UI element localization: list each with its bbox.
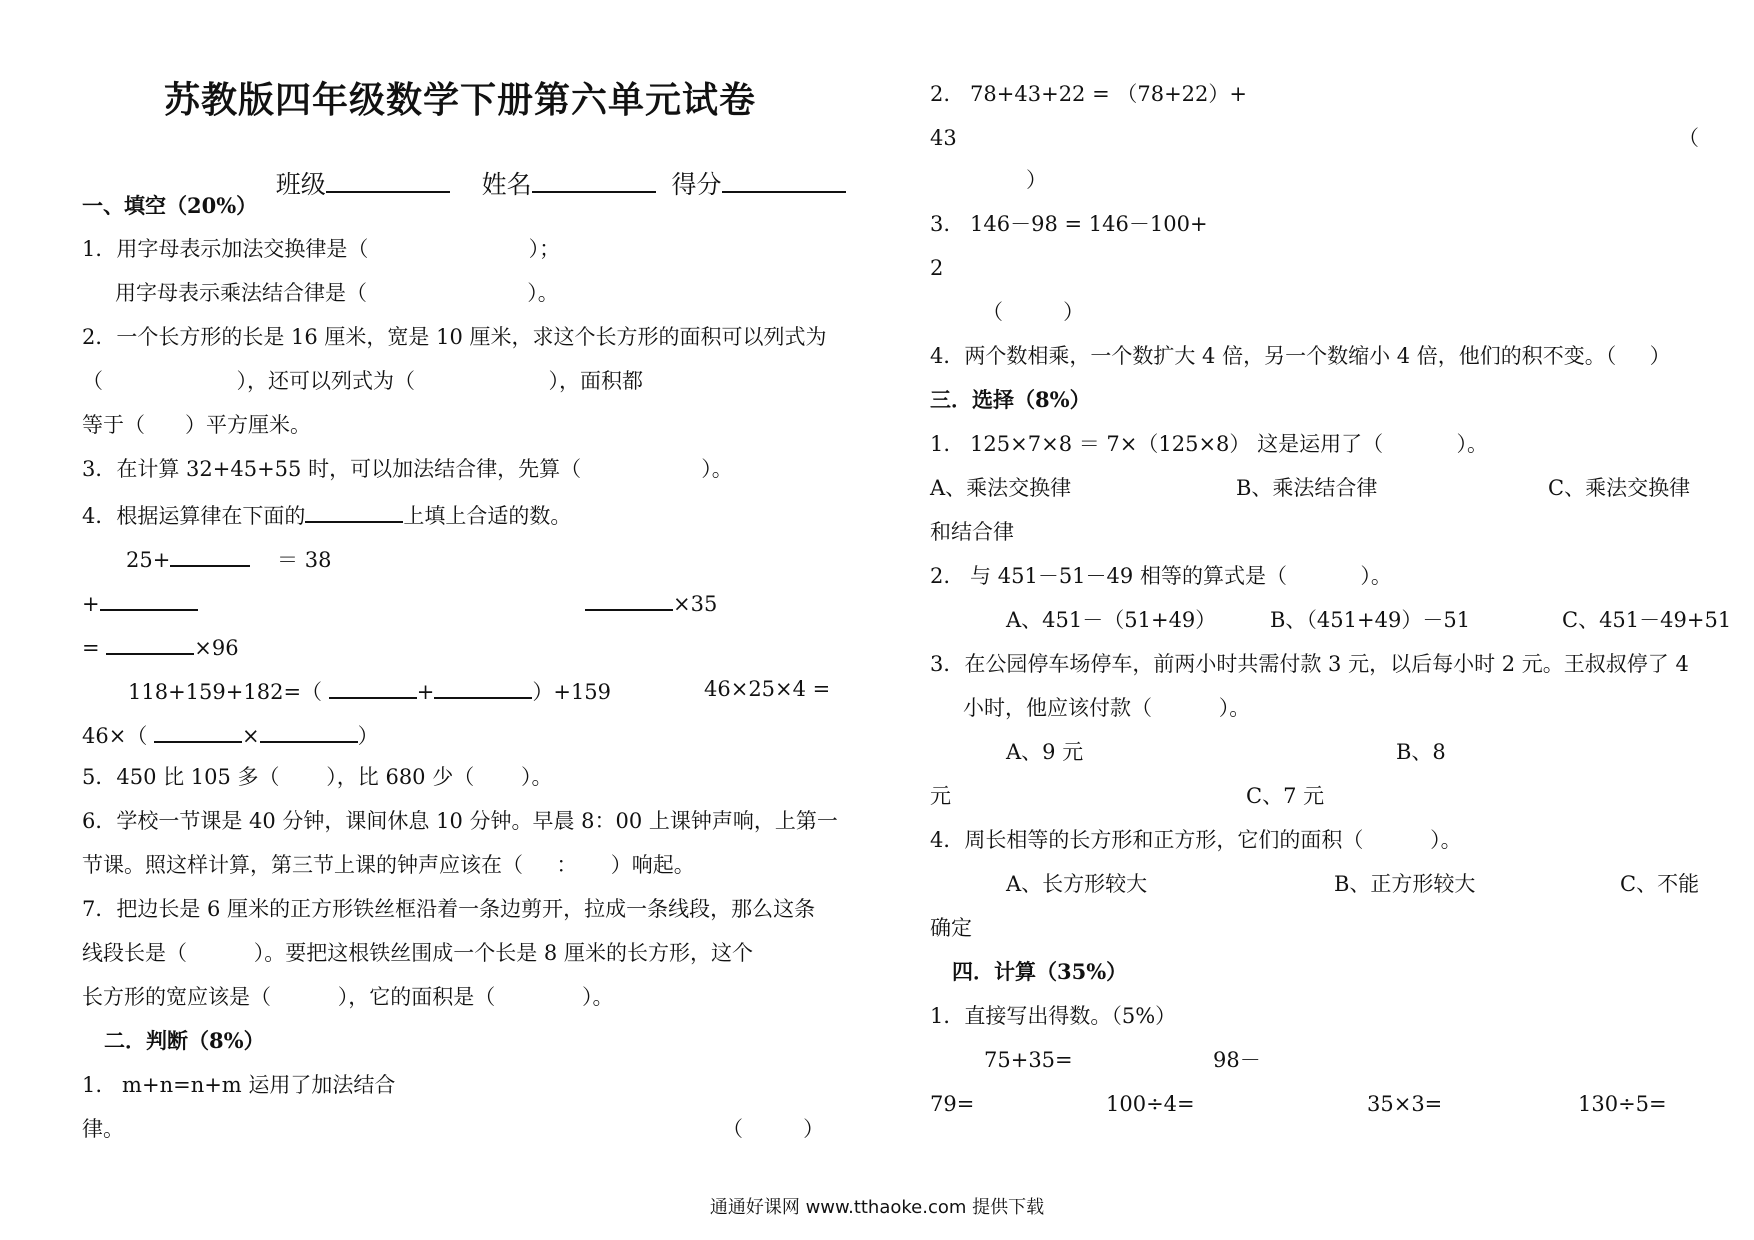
q4-prefix: 4．根据运算律在下面的 [82,504,306,528]
q1-line-2: 用字母表示乘法结合律是（ ）。 [115,281,559,305]
q4-blank-1[interactable] [170,543,250,567]
section-4-heading: 四．计算（35%） [952,959,1128,984]
choice-1-option-c[interactable]: C、乘法交换律 [1548,476,1691,500]
q4-eq-3-equals: = [82,636,100,660]
choice-3-option-b-cont: 元 [930,784,951,808]
name-label: 姓名 [481,170,532,199]
section-3-heading: 三．选择（8%） [930,387,1091,412]
judge-3-line-1: 3. 146－98 = 146－100+ [930,212,1208,236]
score-label: 得分 [671,170,722,199]
choice-4-option-b[interactable]: B、正方形较大 [1334,872,1476,896]
name-blank[interactable] [532,169,656,193]
page-title: 苏教版四年级数学下册第六单元试卷 [164,79,757,121]
calc-1-heading: 1．直接写出得数。（5%） [930,1004,1177,1028]
choice-1-option-a[interactable]: A、乘法交换律 [930,476,1072,500]
q4-eq-1-left: 25+ [126,548,171,572]
calc-item-3: 100÷4= [1106,1092,1195,1116]
class-label: 班级 [275,170,326,199]
judge-1-line-1: 1. m+n=n+m 运用了加法结合 [82,1073,396,1097]
footer-credit: 通通好课网 www.tthaoke.com 提供下载 [709,1197,1045,1218]
q1-line-1: 1．用字母表示加法交换律是（ ）； [82,237,561,261]
q4-eq-1 [126,543,331,574]
choice-3-option-a[interactable]: A、9 元 [1006,740,1084,764]
judge-2-close-paren[interactable]: ） [1026,168,1047,192]
class-blank[interactable] [326,169,450,193]
q4-eq-5 [82,719,379,750]
calc-item-5: 130÷5= [1578,1092,1667,1116]
q5-line: 5．450 比 105 多（ ），比 680 少（ ）。 [82,765,553,789]
section-2-heading: 二．判断（8%） [104,1028,265,1053]
q4-eq-2-times: ×35 [673,592,718,616]
q6-line-1: 6．学校一节课是 40 分钟，课间休息 10 分钟。早晨 8：00 上课钟声响，上第一 [82,809,838,833]
q4-blank-3[interactable] [585,587,673,611]
choice-3-option-c[interactable]: C、7 元 [1246,784,1325,808]
choice-2-option-c[interactable]: C、451－49+51 [1562,608,1732,632]
q4-eq-2-left [82,587,198,618]
q4-blank-sample [305,499,403,523]
judge-3-answer[interactable]: （ ） [982,300,1085,324]
q2-line-1: 2．一个长方形的长是 16 厘米，宽是 10 厘米，求这个长方形的面积可以列式为 [82,325,827,349]
choice-1-line: 1. 125×7×8 ＝ 7×（125×8） 这是运用了（ ）。 [930,432,1489,456]
q4-eq-4-plus: + [416,680,435,704]
q4-eq-4-right: 46×25×4 = [704,677,831,701]
choice-4-option-c-cont: 确定 [930,916,972,940]
q4-eq-4-start: 118+159+182=（ [128,680,323,704]
calc-item-1: 75+35= [984,1048,1073,1072]
q4-eq-4-end: ）+159 [532,680,612,704]
score-blank[interactable] [722,169,846,193]
student-info [244,137,846,233]
q4-blank-6[interactable] [434,675,532,699]
choice-2-option-b[interactable]: B、（451+49）－51 [1270,608,1471,632]
choice-1-option-c-cont: 和结合律 [930,520,1014,544]
q4-blank-4[interactable] [106,631,194,655]
choice-3-option-b[interactable]: B、8 [1396,740,1446,764]
q3-line: 3．在计算 32+45+55 时，可以加法结合律，先算（ ）。 [82,457,733,481]
choice-4-option-c[interactable]: C、不能 [1620,872,1700,896]
judge-1-answer[interactable]: （ ） [722,1117,825,1141]
q4-blank-5[interactable] [329,675,417,699]
q4-eq-5-end: ） [357,724,379,748]
q4-eq-5-times: × [242,724,260,748]
q4-eq-4 [128,675,611,706]
q2-line-3: 等于（ ）平方厘米。 [82,413,312,437]
q6-line-2: 节课。照这样计算，第三节上课的钟声应该在（ ： ）响起。 [82,853,695,877]
q4-eq-2-right [585,587,717,618]
q4-eq-2-plus: + [82,592,100,616]
judge-2-line-1: 2. 78+43+22 = （78+22）+ [930,82,1247,106]
q4-blank-8[interactable] [260,719,358,743]
judge-3-line-2: 2 [930,256,944,280]
calc-item-4: 35×3= [1367,1092,1443,1116]
q7-line-3: 长方形的宽应该是（ ），它的面积是（ ）。 [82,985,614,1009]
q7-line-1: 7．把边长是 6 厘米的正方形铁丝框沿着一条边剪开，拉成一条线段，那么这条 [82,897,816,921]
q4-eq-5-start: 46×（ [82,724,148,748]
q4-suffix: 上填上合适的数。 [403,504,572,528]
q2-line-2: （ ），还可以列式为（ ），面积都 [82,369,644,393]
q4-eq-1-right: ＝ 38 [277,548,332,572]
q4-blank-7[interactable] [154,719,242,743]
choice-4-option-a[interactable]: A、长方形较大 [1006,872,1148,896]
judge-2-open-paren[interactable]: （ [1678,126,1699,150]
choice-2-line: 2. 与 451－51－49 相等的算式是（ ）。 [930,564,1392,588]
choice-4-line: 4．周长相等的长方形和正方形，它们的面积（ ）。 [930,828,1462,852]
choice-2-option-a[interactable]: A、451－（51+49） [1006,608,1217,632]
calc-item-2-cont: 79= [930,1092,975,1116]
choice-3-line-1: 3．在公园停车场停车，前两小时共需付款 3 元，以后每小时 2 元。王叔叔停了 4 [930,652,1689,676]
q7-line-2: 线段长是（ ）。要把这根铁丝围成一个长是 8 厘米的长方形，这个 [82,941,753,965]
q4-line [82,499,571,530]
judge-1-line-2: 律。 [82,1117,124,1141]
judge-2-line-2: 43 [930,126,957,150]
section-1-heading: 一、填空（20%） [82,193,258,218]
q4-eq-3-times: ×96 [194,636,239,660]
choice-3-line-2: 小时，他应该付款（ ）。 [963,696,1251,720]
q4-eq-3 [82,631,239,662]
judge-4-line: 4．两个数相乘，一个数扩大 4 倍，另一个数缩小 4 倍，他们的积不变。（ ） [930,344,1671,368]
q4-blank-2[interactable] [100,587,198,611]
calc-item-2: 98－ [1213,1048,1261,1072]
choice-1-option-b[interactable]: B、乘法结合律 [1236,476,1378,500]
